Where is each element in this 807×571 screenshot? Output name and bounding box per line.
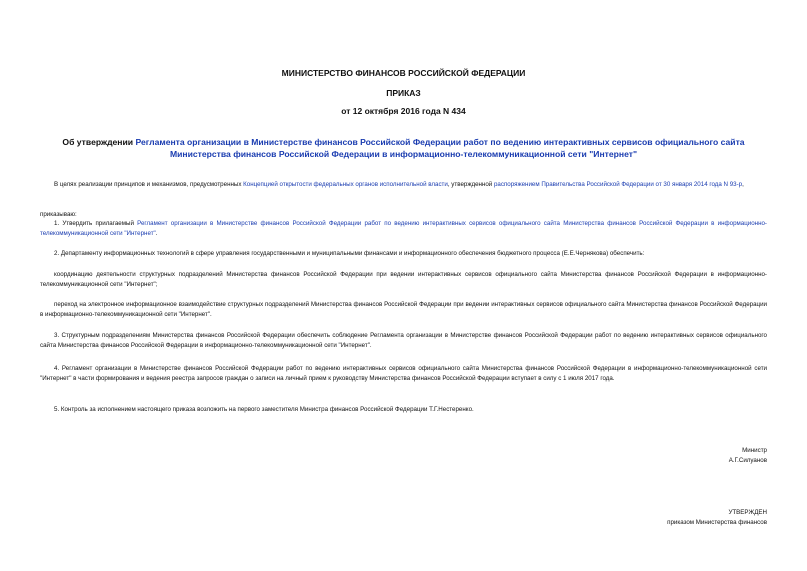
paragraph-3: 3. Структурным подразделениям Министерства финансов Российской Федерации обеспечить соблюдение Регламента организации в Министерстве финансов Российской Федерации работ по ведению интерактивных сервисов официального сайта Министерства финансов Российской Федерации в информационно-телекоммуникационной сети "Интернет". xyxy=(40,332,767,349)
paragraph-5: 5. Контроль за исполнением настоящего приказа возложить на первого заместителя Министра финансов Российской Федерации Т.Г.Нестеренко. xyxy=(54,406,474,413)
paragraph-2: 2. Департаменту информационных технологий в сфере управления государственными и муниципальными финансами и информационного обеспечения бюджетного процесса (Е.Е.Чернякова) обеспечить: xyxy=(54,250,645,257)
paragraph-1-text: 1. Утвердить прилагаемый xyxy=(54,220,138,227)
order-word: приказываю: xyxy=(40,211,77,218)
ministry-heading: МИНИСТЕРСТВО ФИНАНСОВ РОССИЙСКОЙ ФЕДЕРАЦИИ xyxy=(281,68,526,78)
approval-line-1: УТВЕРЖДЕН xyxy=(728,509,767,516)
preamble-text-1: В целях реализации принципов и механизмов, предусмотренных xyxy=(54,181,244,188)
approval-line-2: приказом Министерства финансов xyxy=(667,519,767,526)
paragraph-1-end: . xyxy=(155,230,158,237)
title-regulation-link[interactable]: Регламента организации в Министерстве финансов Российской Федерации работ по ведению интерактивных сервисов официального сайта Министерства финансов Российской Федерации в информационно-телекоммуникационной сети "Интернет" xyxy=(135,137,745,159)
preamble-text-3: , xyxy=(742,181,744,188)
preamble-paragraph xyxy=(40,180,767,190)
regulation-link[interactable]: Регламент организации в Министерстве финансов Российской Федерации работ по ведению интерактивных сервисов официального сайта Министерства финансов Российской Федерации в информационно-телекоммуникационной сети "Интернет" xyxy=(40,220,767,237)
signature-position: Министр xyxy=(742,447,767,454)
doc-type-heading: ПРИКАЗ xyxy=(386,88,421,98)
date-number-heading: от 12 октября 2016 года N 434 xyxy=(341,106,466,116)
paragraph-4: 4. Регламент организации в Министерстве финансов Российской Федерации работ по ведению интерактивных сервисов официального сайта Министерства финансов Российской Федерации в информационно-телекоммуникационной сети "Интернет" в части формирования и ведения реестра запросов граждан о записи на личный прием к руководству Министерства финансов Российской Федерации вступает в силу с 1 июля 2017 года. xyxy=(40,365,767,382)
signature-name: А.Г.Силуанов xyxy=(728,457,767,464)
government-order-link[interactable]: распоряжением Правительства Российской Федерации от 30 января 2014 года N 93-р xyxy=(493,181,743,188)
paragraph-1 xyxy=(40,219,767,239)
document-title xyxy=(42,136,765,160)
concept-link[interactable]: Концепцией открытости федеральных органов исполнительной власти xyxy=(243,181,448,188)
paragraph-2b: переход на электронное информационное взаимодействие структурных подразделений Министерства финансов Российской Федерации при ведении интерактивных сервисов официального сайта Министерства финансов Российской Федерации в информационно-телекоммуникационной сети "Интернет". xyxy=(40,301,767,318)
paragraph-2a: координацию деятельности структурных подразделений Министерства финансов Российской Федерации при ведении интерактивных сервисов официального сайта Министерства финансов Российской Федерации в информационно-телекоммуникационной сети "Интернет"; xyxy=(40,271,767,288)
title-prefix: Об утверждении xyxy=(62,137,136,147)
preamble-text-2: , утвержденной xyxy=(447,181,494,188)
